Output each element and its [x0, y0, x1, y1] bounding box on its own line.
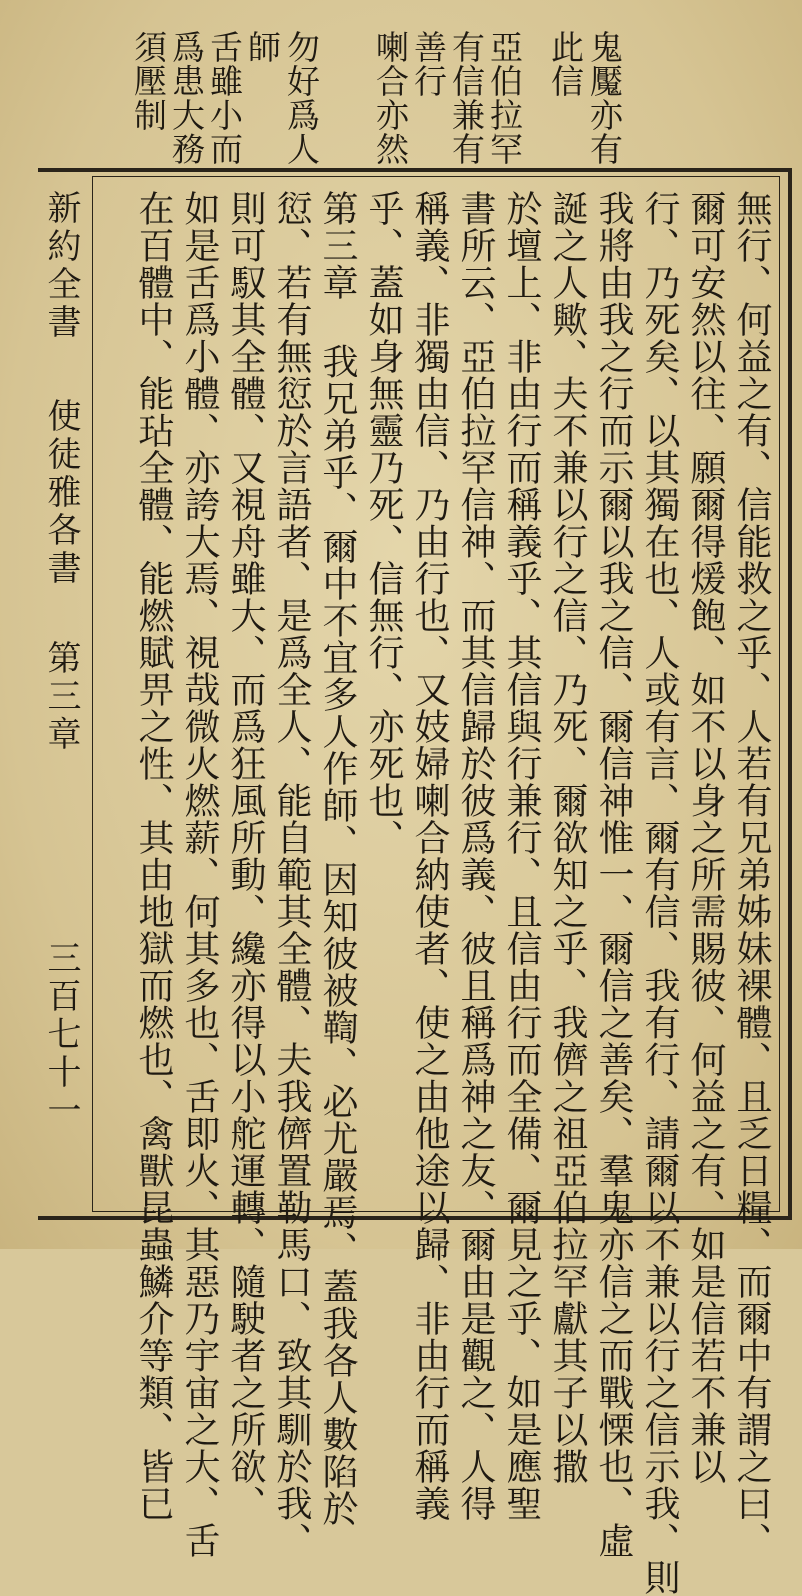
text-column: 我將由我之行而示爾以我之信、爾信神惟一、爾信之善矣、羣鬼亦信之而戰慄也、虛 [593, 190, 634, 1559]
note-column: 有信兼有 [447, 30, 486, 166]
text-column: 爾可安然以往、願爾得煖飽、如不以身之所需賜彼、何益之有、如是信若不兼以 [685, 190, 726, 1485]
text-column: 則可馭其全體、又視舟雖大、而爲狂風所動、纔亦得以小舵運轉、隨駛者之所欲、 [225, 190, 266, 1522]
text-column: 於壇上、非由行而稱義乎、其信與行兼行、且信由行而全備、爾見之乎、如是應聖 [501, 190, 542, 1522]
page-number: 三百七十一 [41, 940, 81, 1130]
text-column: 愆、若有無愆於言語者、是爲全人、能自範其全體、夫我儕置勒馬口、致其馴於我、 [271, 190, 312, 1559]
note-column: 須壓制 [129, 30, 168, 132]
note-column: 舌雖小而 [205, 30, 244, 166]
text-column: 在百體中、能玷全體、能燃賦畀之性、其由地獄而燃也、禽獸昆蟲鱗介等類、皆已 [133, 190, 174, 1522]
note-column: 亞伯拉罕 [485, 30, 524, 166]
note-column: 勿好爲人 [282, 30, 321, 166]
text-column: 如是舌爲小體、亦誇大焉、視哉微火燃薪、何其多也、舌即火、其惡乃宇宙之大、舌 [179, 190, 220, 1559]
text-column: 無行、何益之有、信能救之乎、人若有兄弟姊妹裸體、且乏日糧、而爾中有謂之曰、 [731, 190, 772, 1559]
note-column: 鬼魘亦有 [585, 30, 624, 166]
note-column: 善行 [409, 30, 448, 98]
running-book-title: 新約全書 [41, 190, 81, 342]
running-section-title: 使徒雅各書 [41, 398, 81, 588]
text-column: 行、乃死矣、以其獨在也、人或有言、爾有信、我有行、請爾以不兼以行之信示我、則 [639, 190, 680, 1596]
note-column: 爲患大務 [167, 30, 206, 166]
text-column: 第三章 我兄弟乎、爾中不宜多人作師、因知彼被鞫、必尤嚴焉、蓋我各人數陷於 [317, 190, 358, 1527]
text-column: 乎、蓋如身無靈乃死、信無行、亦死也、 [363, 190, 404, 856]
text-column: 誕之人歟、夫不兼以行之信、乃死、爾欲知之乎、我儕之祖亞伯拉罕獻其子以撒 [547, 190, 588, 1485]
note-column: 師 [243, 30, 282, 64]
running-chapter: 第三章 [41, 640, 81, 754]
text-column: 稱義、非獨由信、乃由行也、又妓婦喇合納使者、使之由他途以歸、非由行而稱義 [409, 190, 450, 1522]
text-column: 書所云、亞伯拉罕信神、而其信歸於彼爲義、彼且稱爲神之友、爾由是觀之、人得 [455, 190, 496, 1522]
note-column: 喇合亦然 [371, 30, 410, 166]
note-column: 此信 [546, 30, 585, 98]
